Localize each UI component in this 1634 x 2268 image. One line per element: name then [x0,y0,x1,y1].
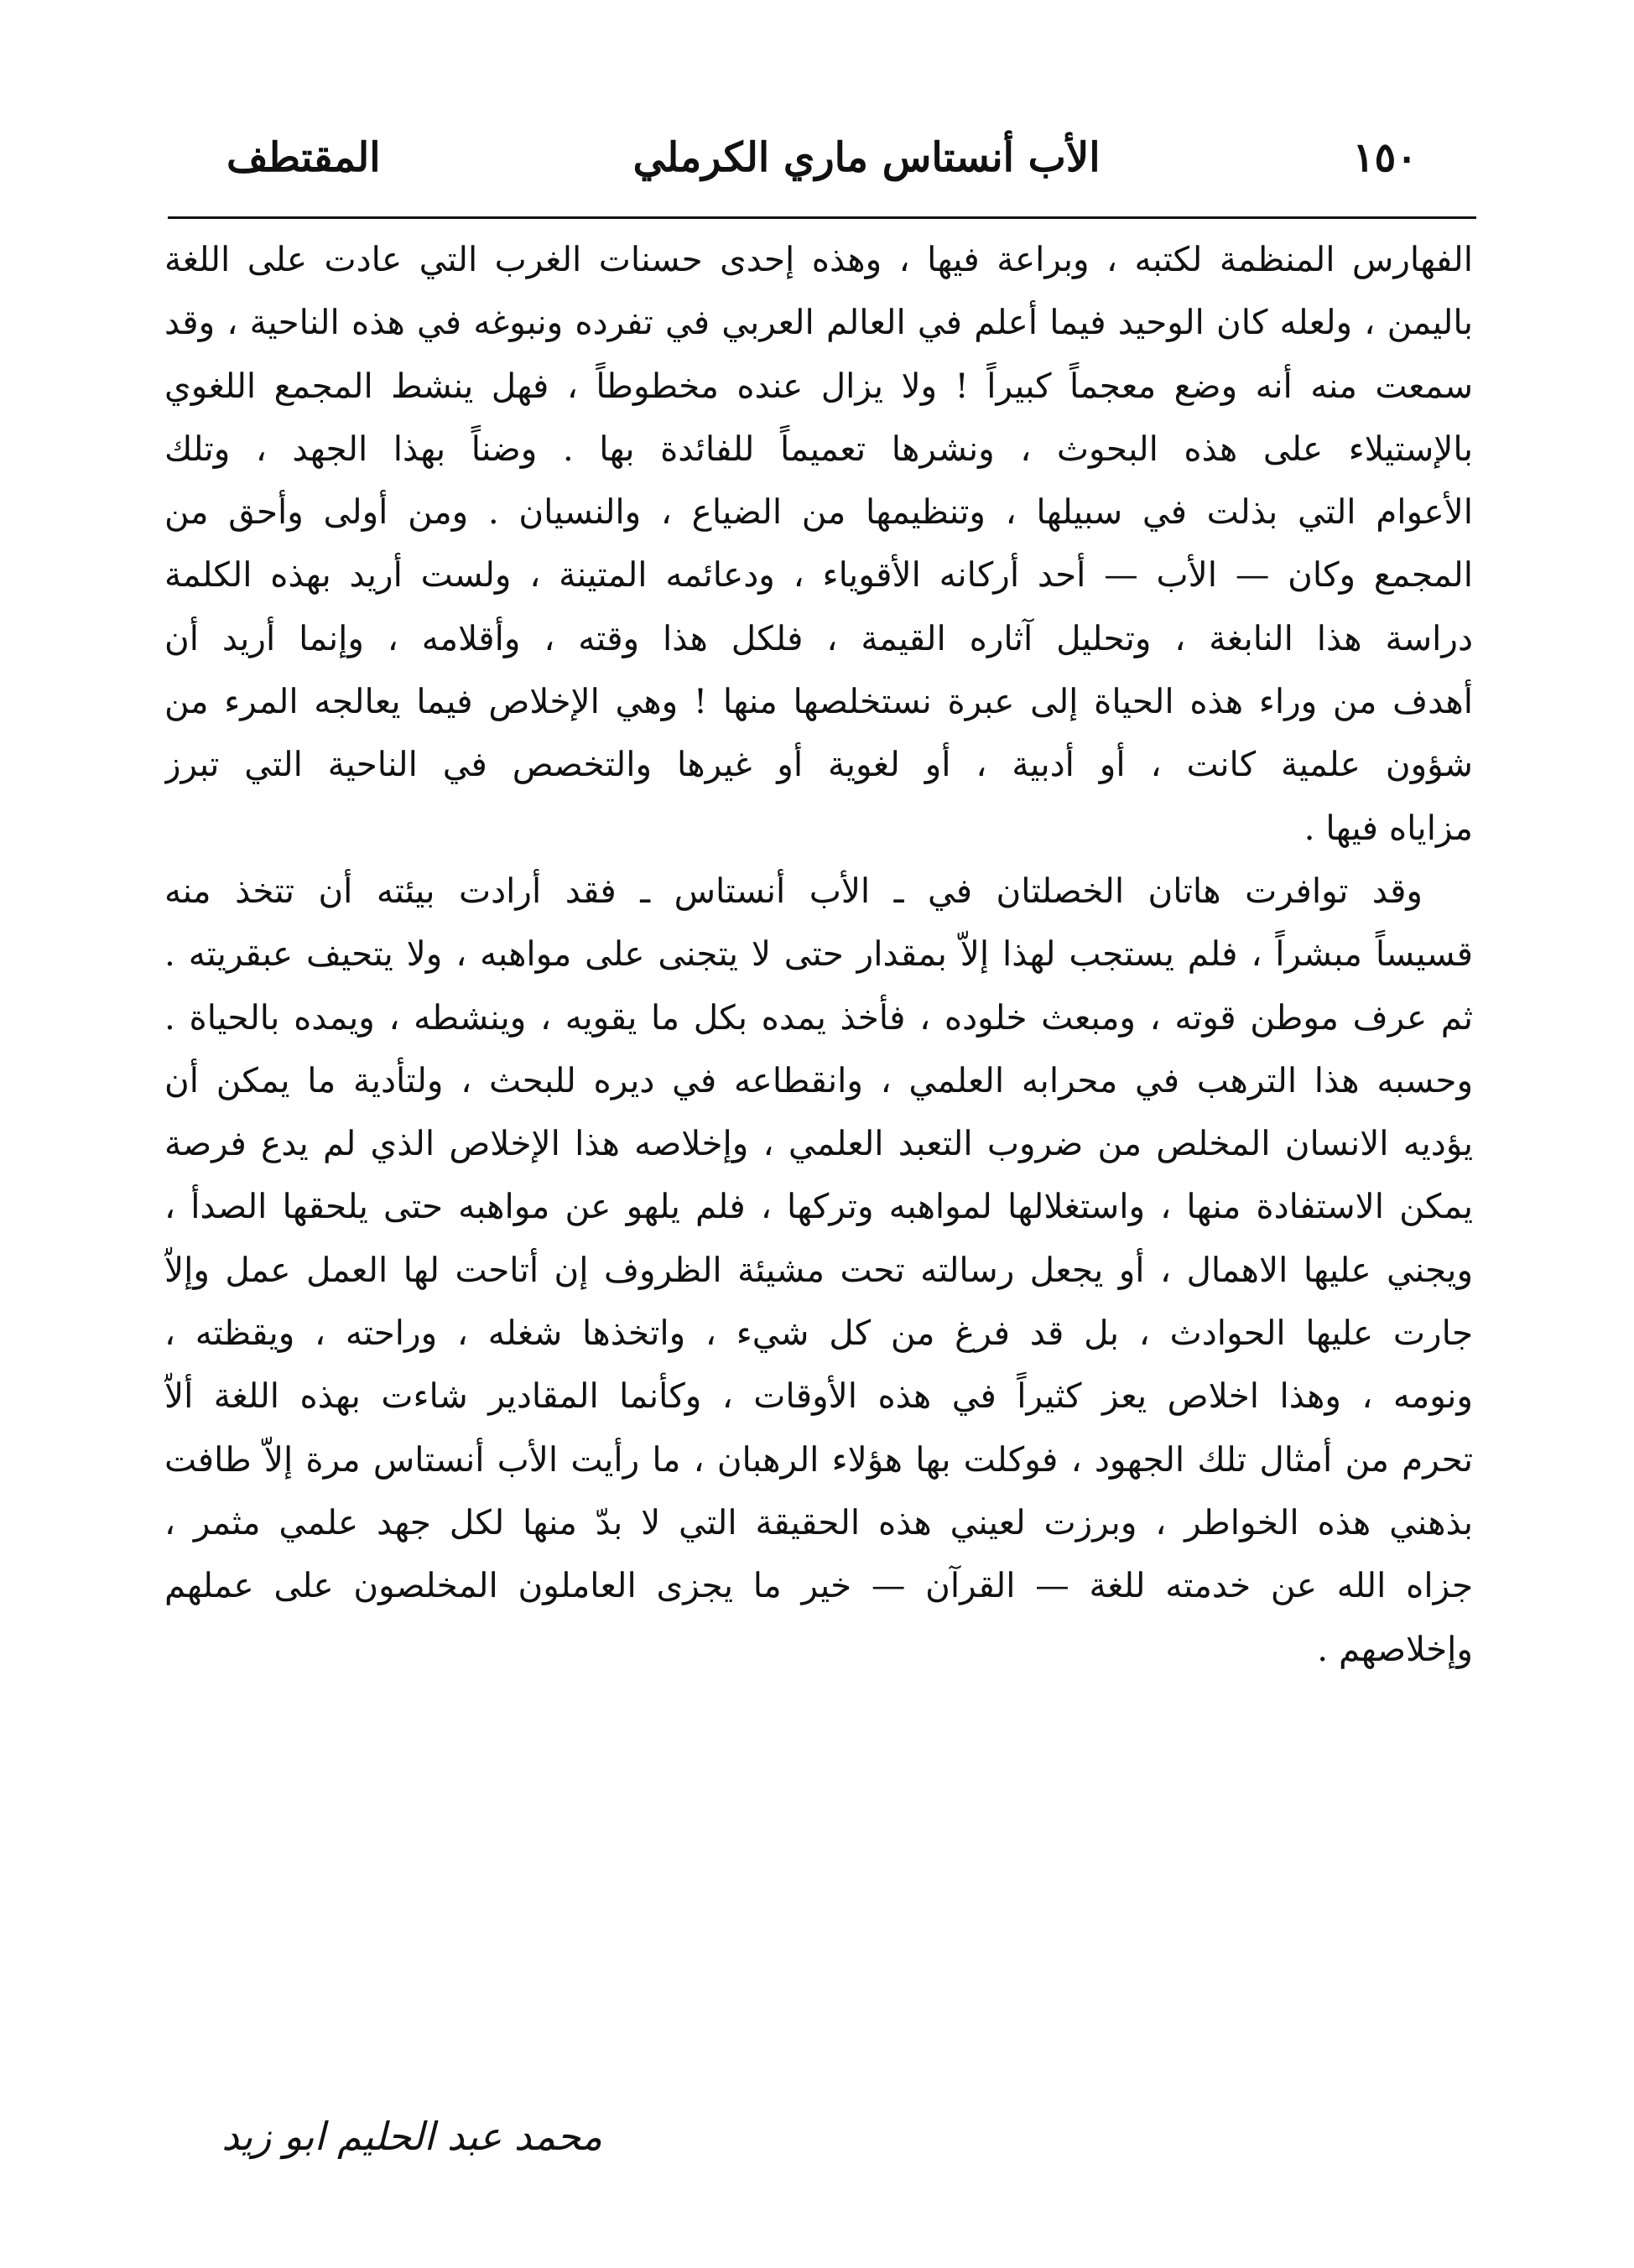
text-line: وحسبه هذا الترهب في محرابه العلمي ، وانقطاعه في ديره للبحث ، ولتأدية ما يمكن أن [164,1059,1473,1100]
text-line: بذهني هذه الخواطر ، وبرزت لعيني هذه الحقيقة التي لا بدّ منها لكل جهد علمي مثمر ، [164,1501,1473,1542]
text-line: ثم عرف موطن قوته ، ومبعث خلوده ، فأخذ يمده بكل ما يقويه ، وينشطه ، ويمده بالحياة . [164,996,1473,1038]
text-line: دراسة هذا النابغة ، وتحليل آثاره القيمة ، فلكل هذا وقته ، وأقلامه ، وإنما أريد أن [164,617,1473,658]
paragraph-2 [164,860,1473,1681]
article-title: الأب أنستاس ماري الكرملي [632,134,1101,181]
text-line: ويجني عليها الاهمال ، أو يجعل رسالته تحت مشيئة الظروف إن أتاحت لها العمل عمل وإلاّ [164,1249,1473,1290]
page-number: ١٥٠ [1352,134,1418,181]
text-line: وإخلاصهم . [1317,1628,1473,1669]
text-line: سمعت منه أنه وضع معجماً كبيراً ! ولا يزال عنده مخطوطاً ، فهل ينشط المجمع اللغوي [164,365,1473,406]
author-signature: محمد عبد الحليم ابو زيد [221,2114,602,2159]
text-line: شؤون علمية كانت ، أو أدبية ، أو لغوية أو غيرها والتخصص في الناحية التي تبرز [164,744,1473,785]
text-line: الفهارس المنظمة لكتبه ، وبراعة فيها ، وهذه إحدى حسنات الغرب التي عادت على اللغة [164,239,1473,279]
text-line: أهدف من وراء هذه الحياة إلى عبرة نستخلصها منها ! وهي الإخلاص فيما يعالجه المرء من [164,681,1473,722]
text-line: بالإستيلاء على هذه البحوث ، ونشرها تعميماً للفائدة بها . وضناً بهذا الجهد ، وتلك [164,428,1473,469]
header-rule [168,216,1476,219]
text-line: يمكن الاستفادة منها ، واستغلالها لمواهبه وتركها ، فلم يلهو عن مواهبه حتى يلحقها الصدأ ، [164,1186,1473,1227]
text-line: قسيساً مبشراً ، فلم يستجب لهذا إلاّ بمقدار حتى لا يتجنى على مواهبه ، ولا يتحيف عبقريته . [164,934,1473,975]
text-line: المجمع وكان — الأب — أحد أركانه الأقوياء ، ودعائمه المتينة ، ولست أريد بهذه الكلمة [164,554,1473,596]
text-line: جارت عليها الحوادث ، بل قد فرغ من كل شيء ، واتخذها شغله ، وراحته ، ويقظته ، [164,1313,1473,1354]
text-line: الأعوام التي بذلت في سبيلها ، وتنظيمها من الضياع ، والنسيان . ومن أولى وأحق من [164,492,1473,533]
text-line: مزاياه فيها . [1304,807,1473,848]
article-body [164,228,1473,1681]
text-line: وقد توافرت هاتان الخصلتان في ـ الأب أنستاس ـ فقد أرادت بيئته أن تتخذ منه [164,870,1423,911]
text-line: يؤديه الانسان المخلص من ضروب التعبد العلمي ، وإخلاصه هذا الإخلاص الذي لم يدع فرصة [164,1123,1473,1164]
journal-name: المقتطف [226,134,381,181]
text-line: جزاه الله عن خدمته للغة — القرآن — خير ما يجزى العاملون المخلصون على عملهم [164,1565,1473,1606]
text-line: باليمن ، ولعله كان الوحيد فيما أعلم في العالم العربي في تفرده ونبوغه في هذه الناحية ، وقد [164,302,1473,343]
text-line: ونومه ، وهذا اخلاص يعز كثيراً في هذه الأوقات ، وكأنما المقادير شاءت بهذه اللغة ألاّ [164,1376,1473,1417]
paragraph-1 [164,228,1473,860]
text-line: تحرم من أمثال تلك الجهود ، فوكلت بها هؤلاء الرهبان ، ما رأيت الأب أنستاس مرة إلاّ طافت [164,1438,1473,1480]
page-header [226,124,1418,191]
